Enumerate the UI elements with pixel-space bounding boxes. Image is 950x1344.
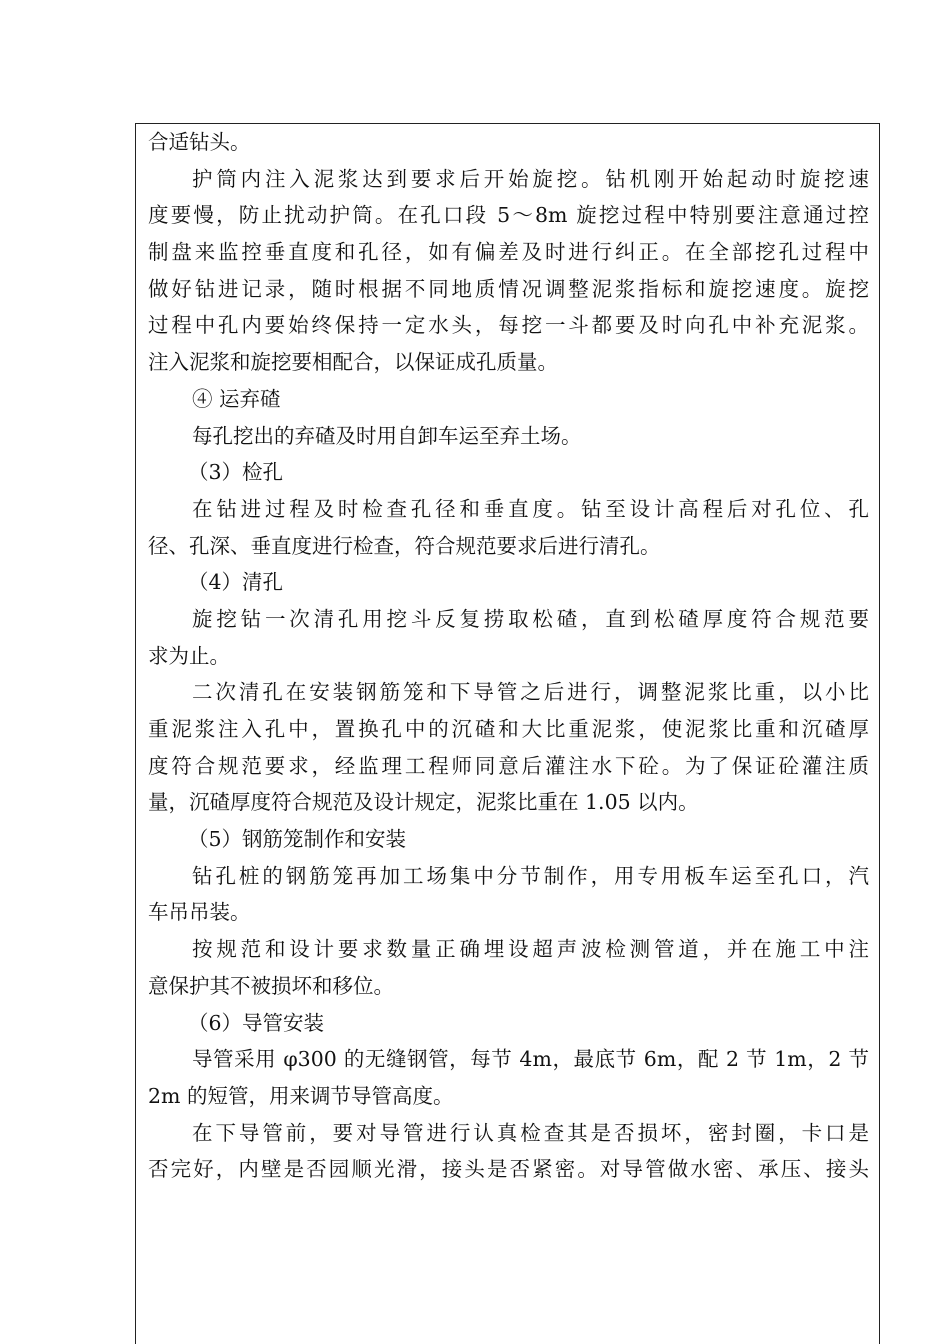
text-line: 意保护其不被损坏和移位。	[148, 973, 394, 998]
text-line: 求为止。	[148, 643, 230, 668]
text-line: 合适钻头。	[148, 130, 251, 154]
text-line: （4）清孔	[188, 570, 284, 595]
text-line: 在下导管前，要对导管进行认真检查其是否损坏，密封圈，卡口是	[192, 1120, 869, 1145]
text-line: （3）检孔	[188, 460, 284, 485]
text-line: 在钻进过程及时检查孔径和垂直度。钻至设计高程后对孔位、孔	[192, 496, 869, 521]
text-line: 钻孔桩的钢筋笼再加工场集中分节制作，用专用板车运至孔口，汽	[192, 863, 869, 888]
text-line: 导管采用 φ300 的无缝钢管，每节 4m，最底节 6m，配 2 节 1m，2 节	[192, 1047, 869, 1072]
text-line: ④ 运弃碴	[192, 386, 281, 411]
text-line: 过程中孔内要始终保持一定水头，每挖一斗都要及时向孔中补充泥浆。	[148, 313, 869, 338]
text-line: （6）导管安装	[188, 1010, 325, 1035]
text-line: 每孔挖出的弃碴及时用自卸车运至弃土场。	[192, 423, 582, 448]
text-line: 重泥浆注入孔中，置换孔中的沉碴和大比重泥浆，使泥浆比重和沉碴厚	[148, 717, 869, 741]
text-line: 按规范和设计要求数量正确埋设超声波检测管道，并在施工中注	[192, 937, 869, 962]
document-body	[148, 124, 869, 1188]
text-line: 制盘来监控垂直度和孔径，如有偏差及时进行纠正。在全部挖孔过程中	[148, 240, 869, 265]
text-line: 径、孔深、垂直度进行检查，符合规范要求后进行清孔。	[148, 533, 661, 558]
text-line: 否完好，内壁是否园顺光滑，接头是否紧密。对导管做水密、承压、接头	[148, 1157, 869, 1182]
text-line: 做好钻进记录，随时根据不同地质情况调整泥浆指标和旋挖速度。旋挖	[148, 276, 869, 301]
text-line: 度要慢，防止扰动护筒。在孔口段 5～8m 旋挖过程中特别要注意通过控	[148, 203, 869, 228]
text-line: 注入泥浆和旋挖要相配合，以保证成孔质量。	[148, 350, 558, 375]
text-line: 2m 的短管，用来调节导管高度。	[148, 1083, 454, 1108]
text-line: 二次清孔在安装钢筋笼和下导管之后进行，调整泥浆比重，以小比	[192, 680, 869, 705]
text-line: 车吊吊装。	[148, 900, 251, 925]
document-frame	[135, 123, 880, 1344]
text-line: 旋挖钻一次清孔用挖斗反复捞取松碴，直到松碴厚度符合规范要	[192, 606, 869, 631]
text-line: 护筒内注入泥浆达到要求后开始旋挖。钻机刚开始起动时旋挖速	[192, 166, 869, 191]
text-line: 量，沉碴厚度符合规范及设计规定，泥浆比重在 1.05 以内。	[148, 790, 699, 815]
text-line: 度符合规范要求，经监理工程师同意后灌注水下砼。为了保证砼灌注质	[148, 753, 869, 778]
text-line: （5）钢筋笼制作和安装	[188, 827, 407, 852]
